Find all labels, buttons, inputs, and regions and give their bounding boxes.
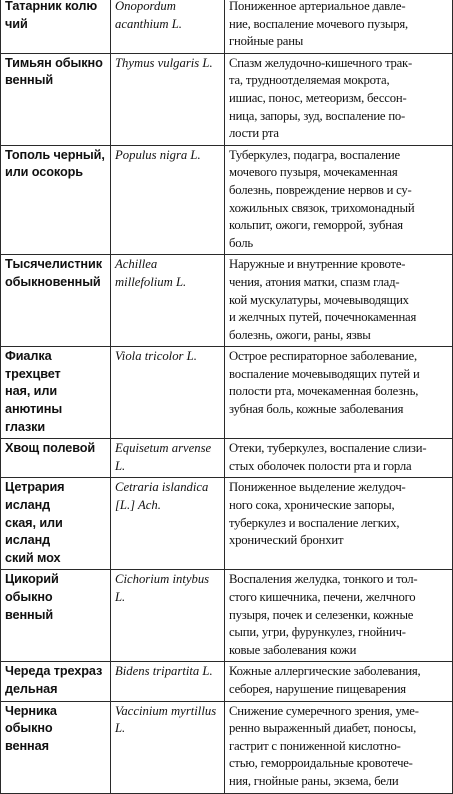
- indications-cell: Туберкулез, подагра, воспаление мочевого пузыря, мочекаменная болезнь, повреждение нервов и су- хожильных связок, трихомонадный кольпит, ожоги, геморрой, зубная боль: [225, 145, 453, 255]
- table-row: [1, 0, 453, 53]
- table-row: [1, 439, 453, 478]
- latin-name-cell: Cichorium intybus L.: [111, 570, 225, 662]
- latin-name-cell: Thymus vulgaris L.: [111, 53, 225, 145]
- latin-name-cell: Onopordum acanthium L.: [111, 0, 225, 53]
- indications-cell: Острое респираторное заболевание, воспаление мочевыводящих путей и полости рта, мочекаменная болезнь, зубная боль, кожные заболевания: [225, 347, 453, 439]
- indications-cell: Пониженное выделение желудоч- ного сока, хронические запоры, туберкулез и воспаление легких, хронический бронхит: [225, 478, 453, 570]
- table-row: [1, 701, 453, 793]
- latin-name-cell: Equisetum arvense L.: [111, 439, 225, 478]
- table-body: [1, 0, 453, 793]
- latin-name-cell: Bidens tripartita L.: [111, 662, 225, 701]
- table-row: [1, 53, 453, 145]
- plant-name-cell: Тополь черный, или осокорь: [1, 145, 111, 255]
- table-row: [1, 145, 453, 255]
- latin-name-cell: Vaccinium myrtillus L.: [111, 701, 225, 793]
- latin-name-cell: Viola tricolor L.: [111, 347, 225, 439]
- indications-cell: Воспаления желудка, тонкого и тол- стого кишечника, печени, желчного пузыря, почек и селезенки, кожные сыпи, угри, фурункулез, гнойнич- ковые заболевания кожи: [225, 570, 453, 662]
- table-row: [1, 662, 453, 701]
- table-row: [1, 570, 453, 662]
- indications-cell: Кожные аллергические заболевания, себорея, нарушение пищеварения: [225, 662, 453, 701]
- table-row: [1, 255, 453, 347]
- plant-name-cell: Цетрария исланд ская, или исланд ский мох: [1, 478, 111, 570]
- indications-cell: Наружные и внутренние кровоте- чения, атония матки, спазм глад- кой мускулатуры, мочевыводящих и желчных путей, почечнокаменная болезнь, ожоги, раны, язвы: [225, 255, 453, 347]
- plant-name-cell: Цикорий обыкно венный: [1, 570, 111, 662]
- plant-name-cell: Череда трехраз дельная: [1, 662, 111, 701]
- plant-name-cell: Тысячелистник обыкновенный: [1, 255, 111, 347]
- indications-cell: Отеки, туберкулез, воспаление слизи- стых оболочек полости рта и горла: [225, 439, 453, 478]
- table-row: [1, 347, 453, 439]
- plant-name-cell: Хвощ полевой: [1, 439, 111, 478]
- plant-name-cell: Татарник колю чий: [1, 0, 111, 53]
- plant-name-cell: Черника обыкно венная: [1, 701, 111, 793]
- latin-name-cell: Cetraria islandica [L.] Ach.: [111, 478, 225, 570]
- latin-name-cell: Populus nigra L.: [111, 145, 225, 255]
- indications-cell: Пониженное артериальное давле- ние, воспаление мочевого пузыря, гнойные раны: [225, 0, 453, 53]
- plant-name-cell: Тимьян обыкно венный: [1, 53, 111, 145]
- indications-cell: Снижение сумеречного зрения, уме- ренно выраженный диабет, поносы, гастрит с пониженной кислотно- стью, геморроидальные кровотече- ния, гнойные раны, экзема, бели: [225, 701, 453, 793]
- plant-name-cell: Фиалка трехцвет ная, или анютины глазки: [1, 347, 111, 439]
- indications-cell: Спазм желудочно-кишечного трак- та, трудноотделяемая мокрота, ишиас, понос, метеоризм, бессон- ница, запоры, зуд, воспаление по- лости рта: [225, 53, 453, 145]
- table-row: [1, 478, 453, 570]
- latin-name-cell: Achillea millefolium L.: [111, 255, 225, 347]
